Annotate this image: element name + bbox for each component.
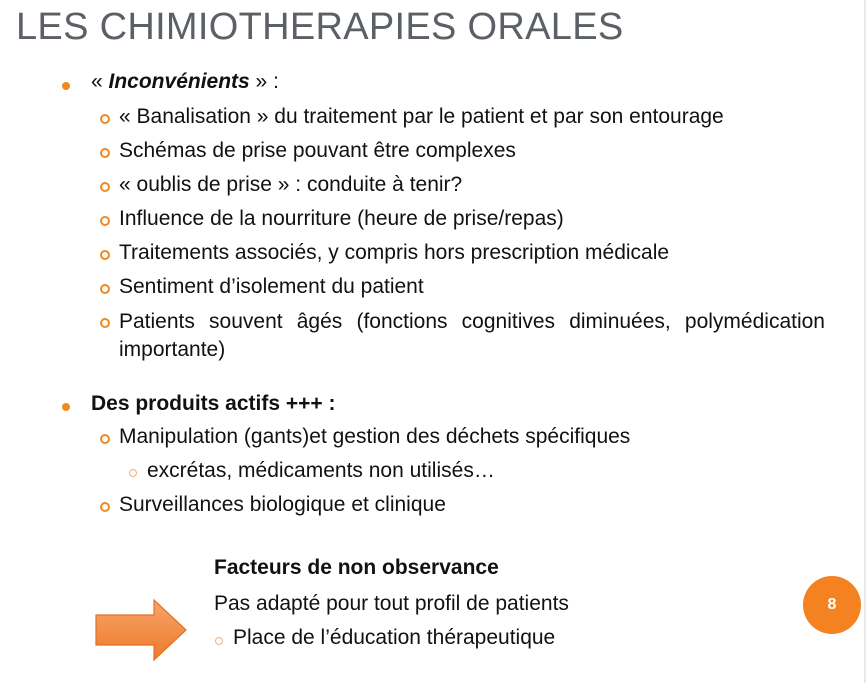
sub-bullet-icon (100, 216, 110, 226)
sub-sub-bullet-icon (129, 469, 137, 477)
slide-title: LES CHIMIOTHERAPIES ORALES (16, 6, 624, 48)
bullet-icon (62, 403, 70, 411)
list-item: excrétas, médicaments non utilisés… (147, 459, 495, 482)
box-title: Facteurs de non observance (214, 556, 499, 579)
list-item: Traitements associés, y compris hors prescription médicale (119, 241, 670, 264)
bullet-icon (62, 82, 70, 90)
sub-bullet-icon (100, 318, 110, 328)
list-item: Influence de la nourriture (heure de prise/repas) (119, 207, 564, 230)
section2-heading: Des produits actifs +++ : (91, 392, 336, 415)
close-quote: » : (249, 70, 279, 93)
sub-bullet-icon (100, 284, 110, 294)
list-item: Surveillances biologique et clinique (119, 493, 446, 516)
sub-bullet-icon (100, 502, 110, 512)
sub-bullet-icon (100, 148, 110, 158)
list-item: Schémas de prise pouvant être complexes (119, 139, 516, 162)
right-arrow-icon (94, 598, 190, 662)
section1-heading (91, 70, 279, 94)
box-line: Pas adapté pour tout profil de patients (214, 592, 569, 615)
sub-bullet-icon (100, 250, 110, 260)
list-item: Sentiment d’isolement du patient (119, 275, 424, 298)
list-item: « oublis de prise » : conduite à tenir? (119, 173, 463, 196)
inconvenients-label: Inconvénients (108, 70, 250, 93)
open-quote: « (91, 70, 109, 93)
sub-bullet-icon (100, 434, 110, 444)
list-item: Manipulation (gants)et gestion des déchets spécifiques (119, 425, 631, 448)
sub-bullet-icon (100, 114, 110, 124)
list-item: « Banalisation » du traitement par le patient et par son entourage (119, 105, 724, 128)
list-item: Patients souvent âgés (fonctions cognitives diminuées, polymédication importante) (119, 310, 825, 361)
sub-bullet-icon (100, 182, 110, 192)
box-subitem: Place de l’éducation thérapeutique (233, 626, 556, 649)
page-number-badge: 8 (803, 576, 861, 634)
sub-sub-bullet-icon (215, 637, 223, 645)
